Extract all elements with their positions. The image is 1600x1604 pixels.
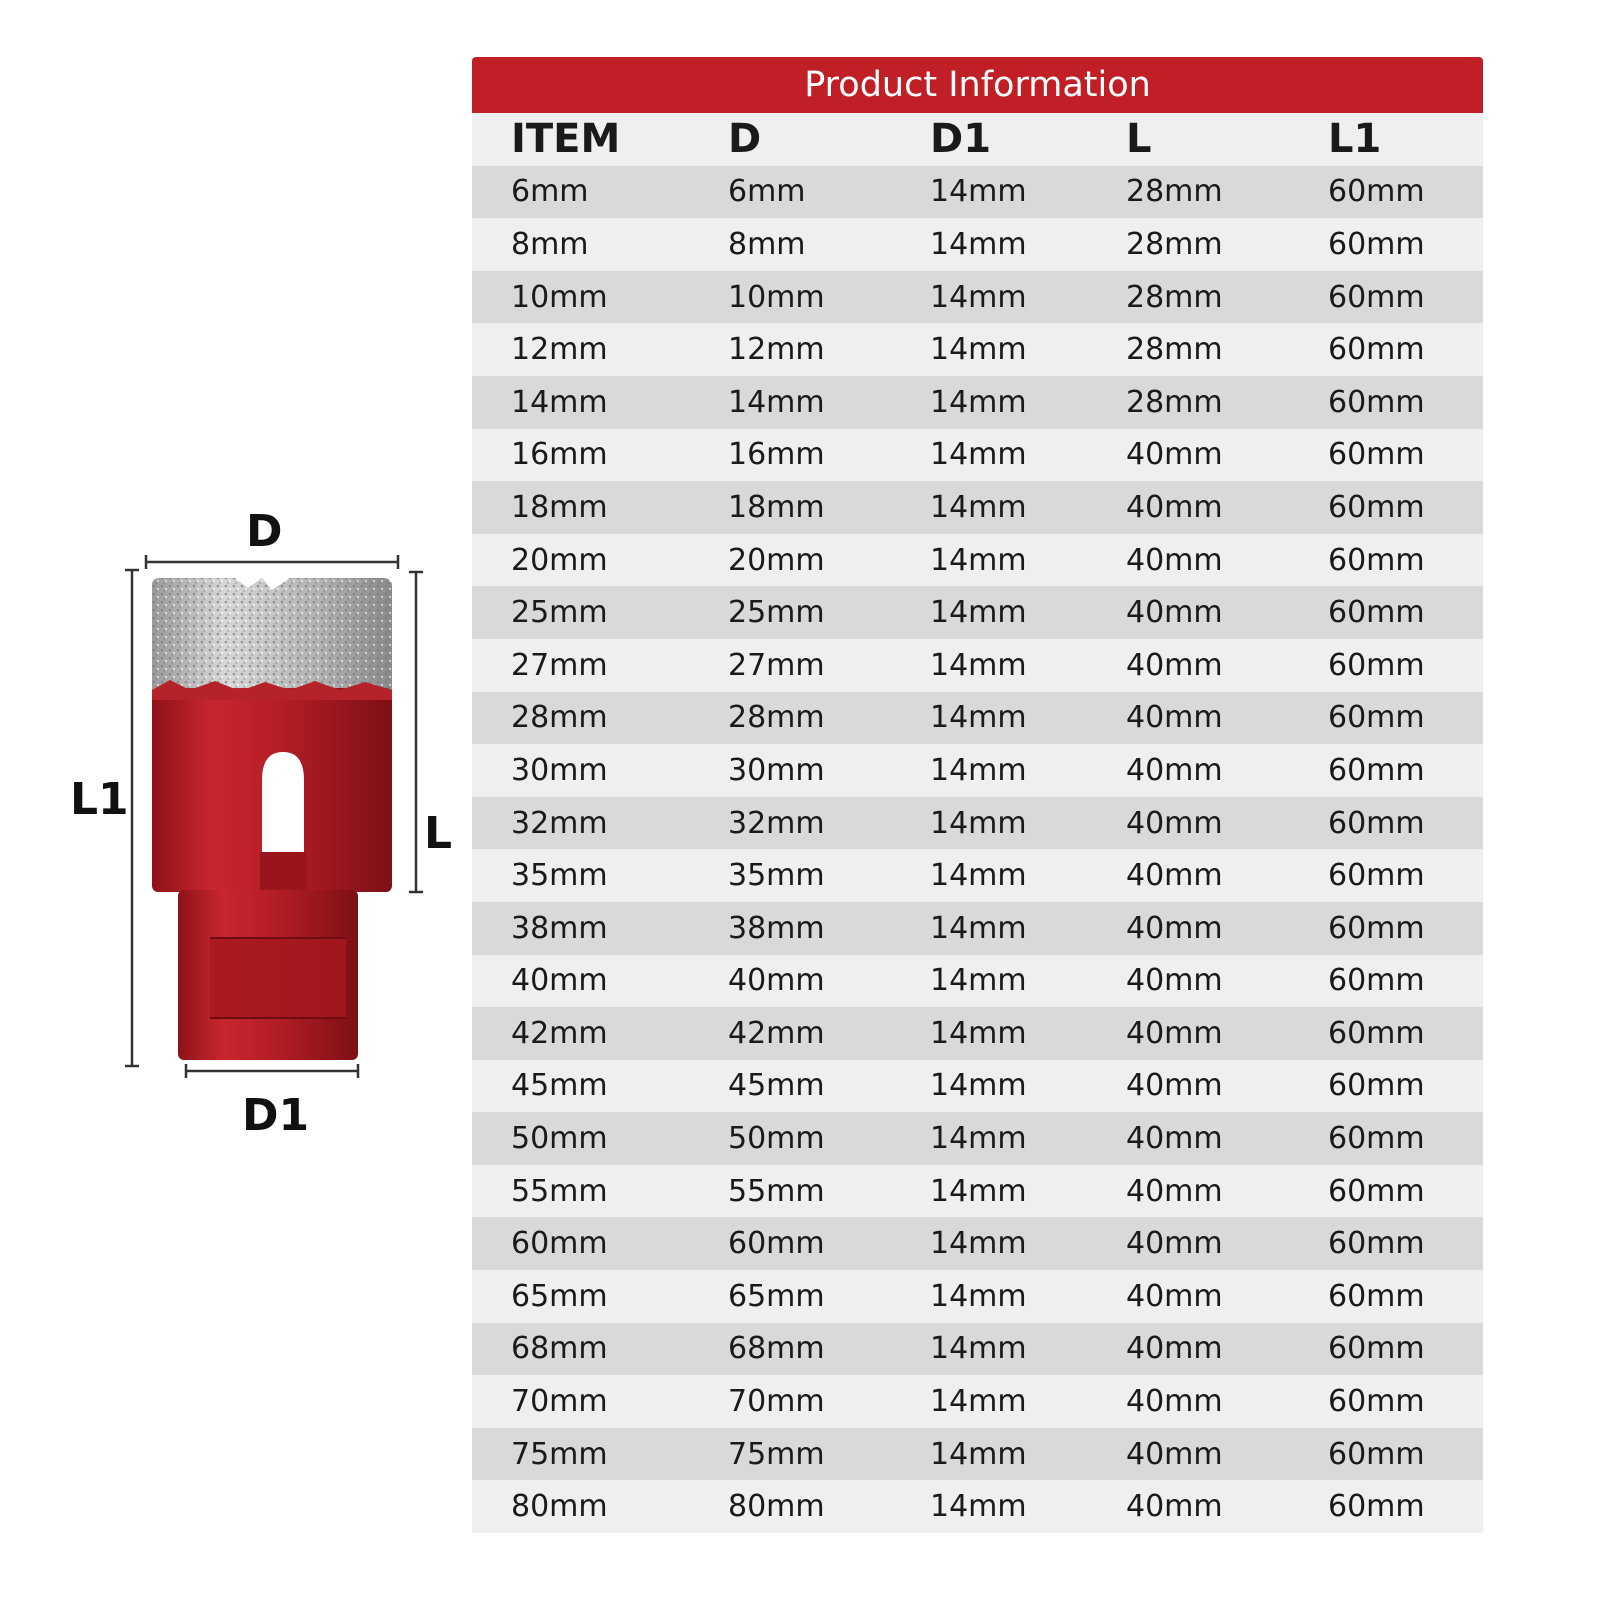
table-row [472, 1007, 1483, 1060]
cell-d1: 14mm [930, 489, 1027, 525]
cell-l1: 60mm [1328, 1068, 1425, 1104]
cell-d: 80mm [728, 1489, 825, 1525]
cell-d: 28mm [728, 700, 825, 736]
cell-d1: 14mm [930, 595, 1027, 631]
cell-l: 40mm [1126, 1384, 1223, 1420]
cell-item: 40mm [511, 963, 608, 999]
table-row [472, 1375, 1483, 1428]
cell-d1: 14mm [930, 332, 1027, 368]
cell-l1: 60mm [1328, 1121, 1425, 1157]
cell-d1: 14mm [930, 542, 1027, 578]
cell-item: 8mm [511, 226, 589, 262]
table-row [472, 1060, 1483, 1113]
header-l: L [1126, 116, 1152, 163]
table-row [472, 1112, 1483, 1165]
cell-d: 30mm [728, 752, 825, 788]
cell-d1: 14mm [930, 1173, 1027, 1209]
cell-d1: 14mm [930, 1226, 1027, 1262]
table-header-row [472, 113, 1483, 166]
cell-l: 40mm [1126, 1489, 1223, 1525]
cell-l1: 60mm [1328, 752, 1425, 788]
cell-item: 68mm [511, 1331, 608, 1367]
cell-d1: 14mm [930, 1436, 1027, 1472]
cell-l1: 60mm [1328, 858, 1425, 894]
cell-d1: 14mm [930, 174, 1027, 210]
cell-l1: 60mm [1328, 174, 1425, 210]
table-body [472, 166, 1483, 1533]
table-row [472, 429, 1483, 482]
cell-l1: 60mm [1328, 647, 1425, 683]
cell-l1: 60mm [1328, 1278, 1425, 1314]
cell-l: 40mm [1126, 437, 1223, 473]
table-row [472, 534, 1483, 587]
table-row [472, 586, 1483, 639]
cell-l1: 60mm [1328, 1436, 1425, 1472]
cell-l: 40mm [1126, 858, 1223, 894]
cell-l: 40mm [1126, 1121, 1223, 1157]
cell-l1: 60mm [1328, 595, 1425, 631]
cell-l: 40mm [1126, 1278, 1223, 1314]
table-row [472, 166, 1483, 219]
cell-item: 35mm [511, 858, 608, 894]
cell-item: 42mm [511, 1015, 608, 1051]
cell-l1: 60mm [1328, 910, 1425, 946]
table-row [472, 271, 1483, 324]
cell-item: 25mm [511, 595, 608, 631]
dimension-label-l: L [424, 808, 453, 859]
table-row [472, 1165, 1483, 1218]
cell-item: 75mm [511, 1436, 608, 1472]
table-row [472, 955, 1483, 1008]
cell-item: 50mm [511, 1121, 608, 1157]
table-row [472, 1270, 1483, 1323]
cell-l: 40mm [1126, 752, 1223, 788]
cell-d1: 14mm [930, 910, 1027, 946]
cell-l1: 60mm [1328, 489, 1425, 525]
cell-d: 35mm [728, 858, 825, 894]
table-row [472, 376, 1483, 429]
cell-item: 45mm [511, 1068, 608, 1104]
table-row [472, 692, 1483, 745]
table-row [472, 902, 1483, 955]
cell-l: 28mm [1126, 384, 1223, 420]
table-row [472, 218, 1483, 271]
cell-l: 40mm [1126, 1331, 1223, 1367]
cell-d: 38mm [728, 910, 825, 946]
table-row [472, 797, 1483, 850]
cell-item: 10mm [511, 279, 608, 315]
cell-item: 80mm [511, 1489, 608, 1525]
cell-d1: 14mm [930, 1015, 1027, 1051]
cell-d: 70mm [728, 1384, 825, 1420]
table-row [472, 849, 1483, 902]
cell-d: 32mm [728, 805, 825, 841]
header-d1: D1 [930, 116, 992, 163]
table-row [472, 639, 1483, 692]
cell-d1: 14mm [930, 437, 1027, 473]
cell-d: 16mm [728, 437, 825, 473]
cell-item: 12mm [511, 332, 608, 368]
cell-l1: 60mm [1328, 279, 1425, 315]
table-row [472, 744, 1483, 797]
cell-item: 55mm [511, 1173, 608, 1209]
cell-d: 8mm [728, 226, 806, 262]
cell-d: 18mm [728, 489, 825, 525]
dimension-label-d: D [246, 506, 283, 557]
cell-d: 45mm [728, 1068, 825, 1104]
cell-d1: 14mm [930, 226, 1027, 262]
diamond-crown [152, 578, 392, 690]
cell-item: 70mm [511, 1384, 608, 1420]
cell-l1: 60mm [1328, 805, 1425, 841]
cell-l: 40mm [1126, 1173, 1223, 1209]
cell-d1: 14mm [930, 1278, 1027, 1314]
table-row [472, 481, 1483, 534]
cell-l1: 60mm [1328, 384, 1425, 420]
cell-d1: 14mm [930, 1068, 1027, 1104]
cell-item: 20mm [511, 542, 608, 578]
cell-item: 38mm [511, 910, 608, 946]
dimension-label-l1: L1 [70, 774, 129, 825]
cell-l: 28mm [1126, 279, 1223, 315]
table-row [472, 323, 1483, 376]
cell-l: 40mm [1126, 805, 1223, 841]
cell-d: 68mm [728, 1331, 825, 1367]
cell-d: 14mm [728, 384, 825, 420]
cell-d: 60mm [728, 1226, 825, 1262]
cell-d: 55mm [728, 1173, 825, 1209]
cell-l1: 60mm [1328, 1384, 1425, 1420]
cell-l: 40mm [1126, 595, 1223, 631]
cell-item: 32mm [511, 805, 608, 841]
cell-l: 40mm [1126, 489, 1223, 525]
cell-d: 65mm [728, 1278, 825, 1314]
header-d: D [728, 116, 762, 163]
cell-d1: 14mm [930, 963, 1027, 999]
cell-l: 40mm [1126, 963, 1223, 999]
drill-bit-diagram [0, 0, 460, 1600]
cell-l1: 60mm [1328, 1015, 1425, 1051]
cell-l1: 60mm [1328, 1173, 1425, 1209]
cell-l1: 60mm [1328, 1489, 1425, 1525]
cell-l: 40mm [1126, 1226, 1223, 1262]
cell-d: 10mm [728, 279, 825, 315]
cell-item: 30mm [511, 752, 608, 788]
cell-d: 20mm [728, 542, 825, 578]
cell-l1: 60mm [1328, 1226, 1425, 1262]
cell-l1: 60mm [1328, 226, 1425, 262]
dimension-label-d1: D1 [242, 1090, 310, 1141]
cell-item: 28mm [511, 700, 608, 736]
table-row [472, 1428, 1483, 1481]
cell-d1: 14mm [930, 700, 1027, 736]
cell-d1: 14mm [930, 805, 1027, 841]
cell-l: 40mm [1126, 647, 1223, 683]
cell-d: 25mm [728, 595, 825, 631]
cell-l: 28mm [1126, 332, 1223, 368]
cell-d: 42mm [728, 1015, 825, 1051]
header-l1: L1 [1328, 116, 1382, 163]
cell-l1: 60mm [1328, 332, 1425, 368]
cell-d1: 14mm [930, 279, 1027, 315]
cell-l1: 60mm [1328, 1331, 1425, 1367]
cell-item: 65mm [511, 1278, 608, 1314]
table-row [472, 1217, 1483, 1270]
cell-item: 60mm [511, 1226, 608, 1262]
cell-d: 40mm [728, 963, 825, 999]
cell-item: 16mm [511, 437, 608, 473]
cell-item: 14mm [511, 384, 608, 420]
cell-l: 40mm [1126, 1015, 1223, 1051]
cell-d1: 14mm [930, 1331, 1027, 1367]
product-information-table [472, 57, 1483, 1533]
cell-item: 27mm [511, 647, 608, 683]
cell-d: 12mm [728, 332, 825, 368]
cell-d1: 14mm [930, 1384, 1027, 1420]
table-row [472, 1480, 1483, 1533]
header-item: ITEM [511, 116, 621, 163]
cell-l: 40mm [1126, 910, 1223, 946]
cell-item: 6mm [511, 174, 589, 210]
cell-l: 28mm [1126, 226, 1223, 262]
cell-item: 18mm [511, 489, 608, 525]
drill-bit-illustration [0, 0, 460, 1600]
cell-l1: 60mm [1328, 700, 1425, 736]
cell-l: 40mm [1126, 542, 1223, 578]
cell-d1: 14mm [930, 752, 1027, 788]
table-title: Product Information [472, 57, 1483, 113]
cell-l: 40mm [1126, 1068, 1223, 1104]
table-row [472, 1323, 1483, 1376]
cell-d1: 14mm [930, 1489, 1027, 1525]
cell-d: 27mm [728, 647, 825, 683]
cell-l1: 60mm [1328, 542, 1425, 578]
cell-l: 28mm [1126, 174, 1223, 210]
cell-l1: 60mm [1328, 963, 1425, 999]
cell-d1: 14mm [930, 1121, 1027, 1157]
cell-l1: 60mm [1328, 437, 1425, 473]
cell-d1: 14mm [930, 647, 1027, 683]
cell-d: 50mm [728, 1121, 825, 1157]
red-body [152, 680, 392, 1060]
cell-l: 40mm [1126, 1436, 1223, 1472]
cell-d1: 14mm [930, 858, 1027, 894]
cell-d1: 14mm [930, 384, 1027, 420]
cell-d: 6mm [728, 174, 806, 210]
cell-l: 40mm [1126, 700, 1223, 736]
cell-d: 75mm [728, 1436, 825, 1472]
